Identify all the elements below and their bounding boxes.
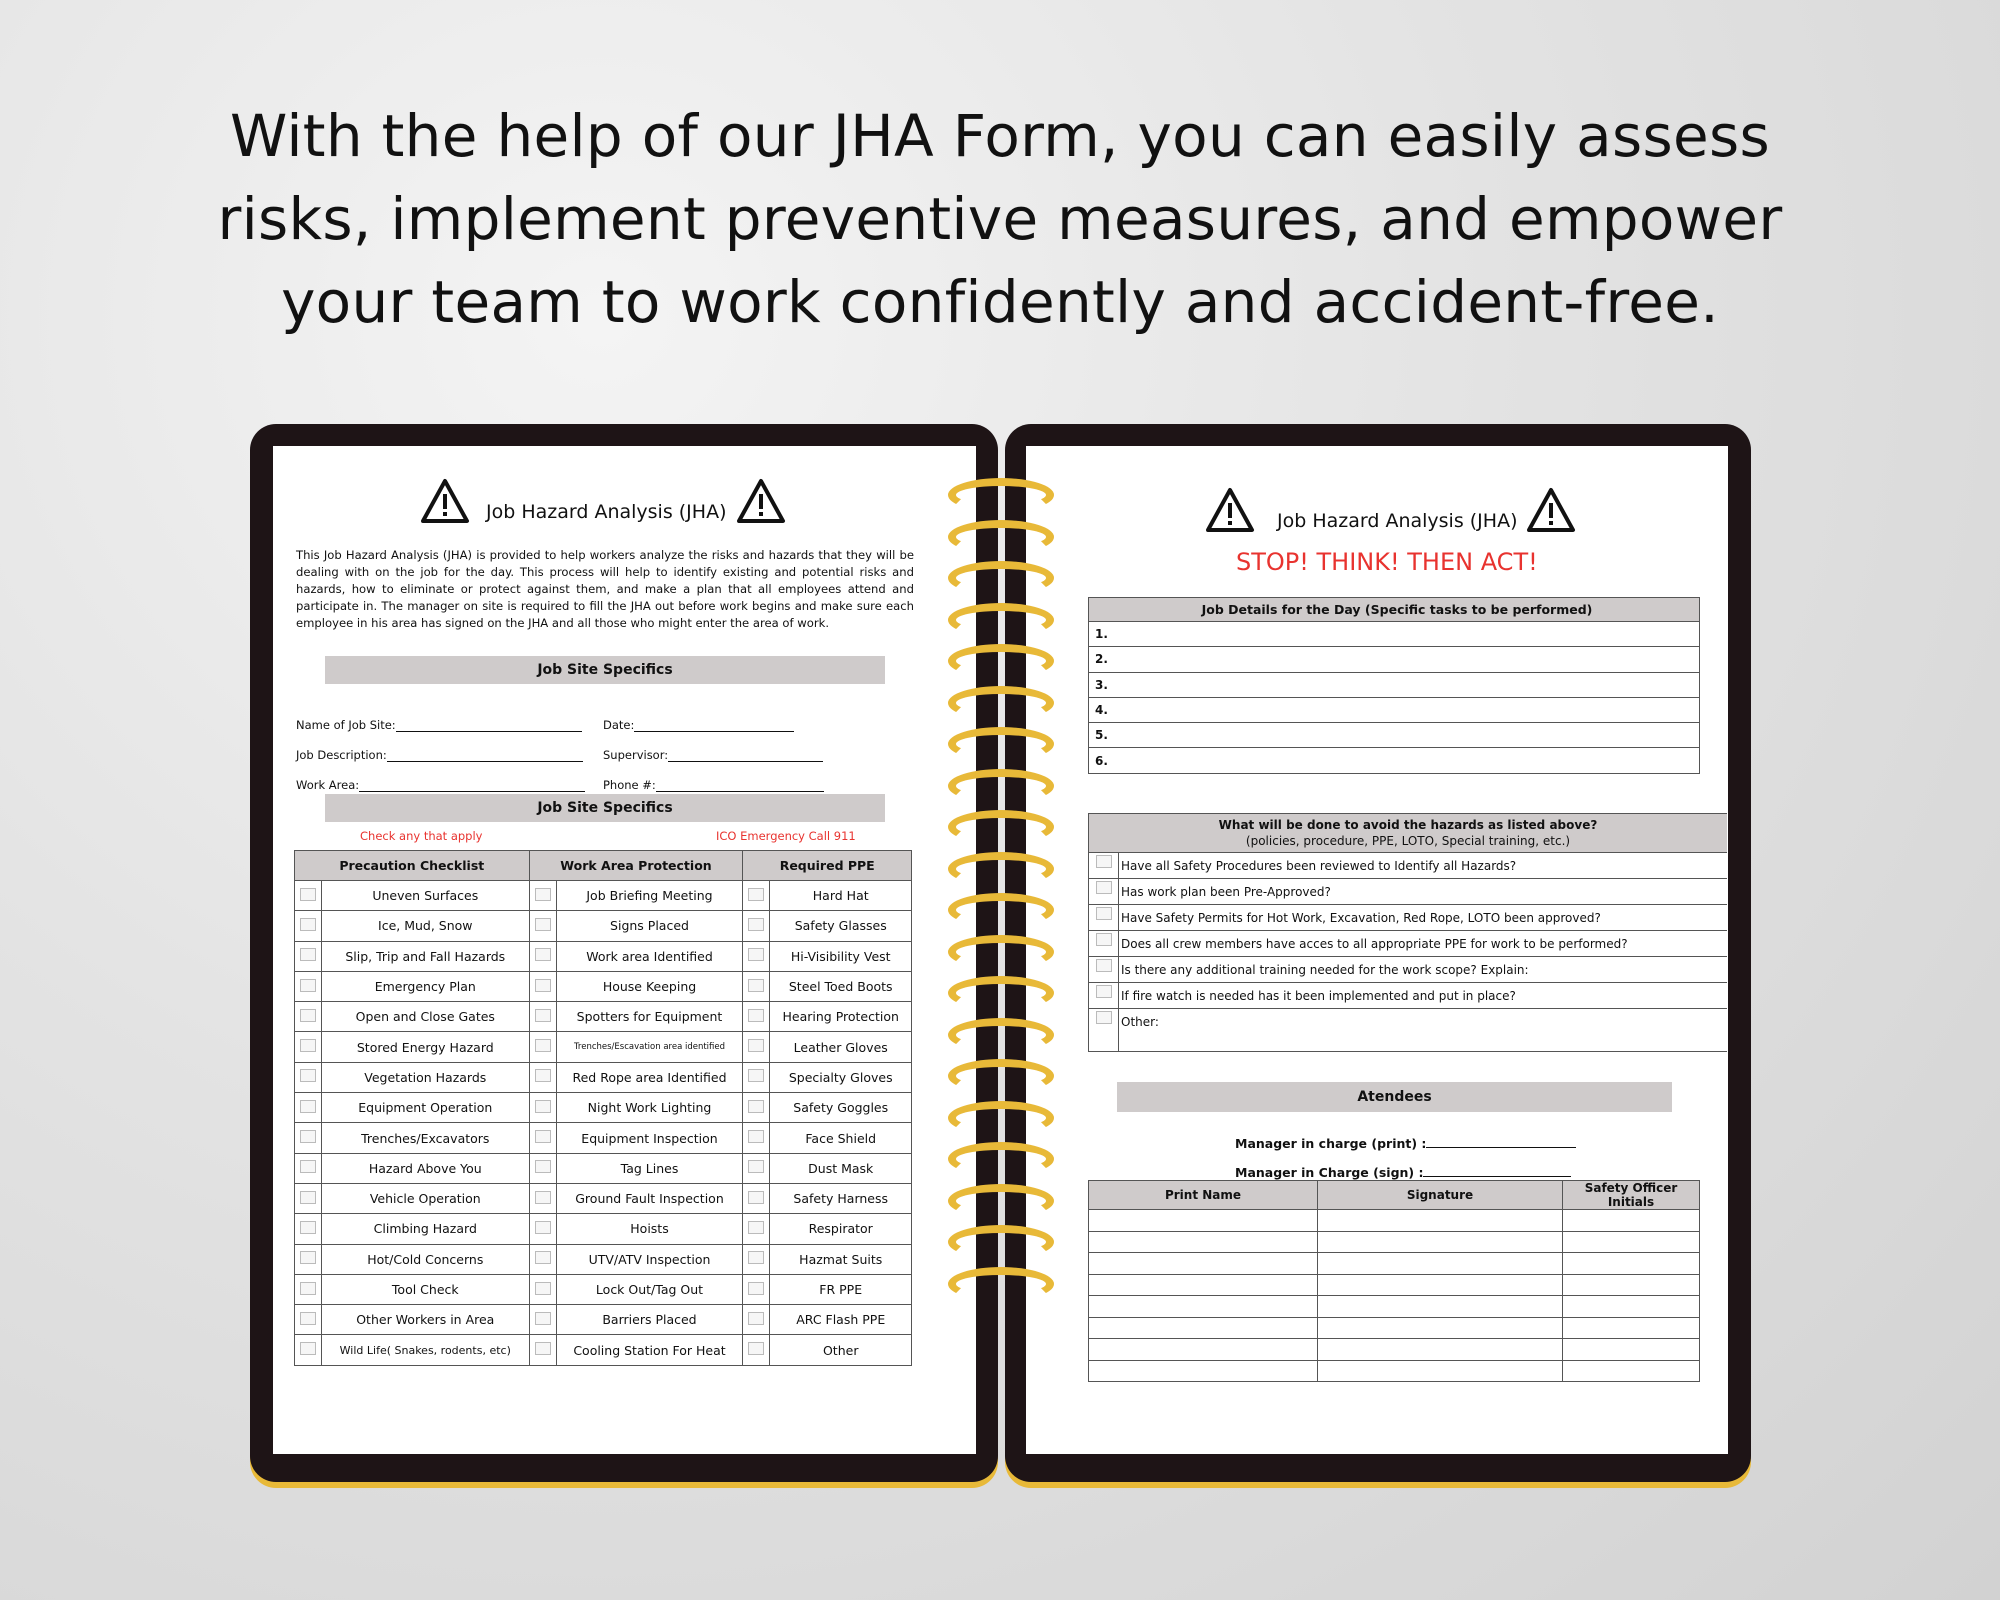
- checklist-item: Red Rope area Identified: [556, 1062, 743, 1092]
- job-details-number: 3.: [1089, 672, 1700, 697]
- spiral-ring: [948, 769, 1054, 803]
- checklist-item: Safety Goggles: [770, 1093, 912, 1123]
- attendees-header: Atendees: [1117, 1082, 1672, 1112]
- avoid-header: [1089, 814, 1727, 853]
- table-row: [295, 1093, 912, 1123]
- spiral-ring: [948, 686, 1054, 720]
- avoid-item-text: Has work plan been Pre-Approved?: [1121, 884, 1331, 899]
- checkbox[interactable]: [535, 1100, 551, 1113]
- column-header: Required PPE: [743, 851, 912, 881]
- checkbox-cell[interactable]: [529, 1214, 556, 1244]
- table-row: [295, 1305, 912, 1335]
- checkbox[interactable]: [535, 1069, 551, 1082]
- signature-cell[interactable]: [1318, 1253, 1563, 1275]
- signature-cell[interactable]: [1318, 1210, 1563, 1232]
- field-job-description[interactable]: [296, 748, 583, 762]
- checkbox-cell[interactable]: [295, 1274, 322, 1304]
- checkbox[interactable]: [748, 1069, 764, 1082]
- spiral-ring: [948, 1225, 1054, 1259]
- checklist-item: Other: [770, 1335, 912, 1365]
- checkbox[interactable]: [748, 1039, 764, 1052]
- checkbox[interactable]: [300, 1009, 316, 1022]
- left-page-title: Job Hazard Analysis (JHA): [486, 501, 727, 523]
- checkbox[interactable]: [300, 1130, 316, 1143]
- checkbox-cell[interactable]: [295, 911, 322, 941]
- checkbox[interactable]: [748, 948, 764, 961]
- checkbox[interactable]: [300, 1069, 316, 1082]
- signature-cell[interactable]: [1089, 1274, 1318, 1296]
- checkbox-cell[interactable]: [529, 1032, 556, 1062]
- checkbox-cell[interactable]: [743, 1274, 770, 1304]
- field-job-site[interactable]: [296, 718, 582, 732]
- checklist-item: Trenches/Escavation area identified: [556, 1032, 743, 1062]
- checklist-item: Safety Harness: [770, 1183, 912, 1213]
- checkbox-cell[interactable]: [295, 941, 322, 971]
- checkbox-cell[interactable]: [529, 1335, 556, 1365]
- manager-sign-label: Manager in Charge (sign) :: [1235, 1165, 1424, 1180]
- checkbox[interactable]: [535, 1342, 551, 1355]
- checklist-item: Equipment Operation: [322, 1093, 530, 1123]
- field-phone[interactable]: [603, 778, 824, 792]
- checklist-item: Face Shield: [770, 1123, 912, 1153]
- checkbox[interactable]: [1096, 881, 1112, 894]
- section-header-job-site-specifics: Job Site Specifics: [325, 656, 885, 684]
- field-label: Job Description:: [296, 748, 387, 762]
- checklist-item: Hard Hat: [770, 881, 912, 911]
- checklist-item: Hoists: [556, 1214, 743, 1244]
- checkbox[interactable]: [300, 1100, 316, 1113]
- table-row: [295, 971, 912, 1001]
- signature-row[interactable]: [1089, 1210, 1700, 1232]
- checklist-item: Climbing Hazard: [322, 1214, 530, 1244]
- checkbox-cell[interactable]: [529, 1183, 556, 1213]
- checkbox-cell[interactable]: [743, 881, 770, 911]
- checklist-item: Lock Out/Tag Out: [556, 1274, 743, 1304]
- checkbox[interactable]: [748, 1100, 764, 1113]
- checkbox-cell[interactable]: [295, 971, 322, 1001]
- check-note: Check any that apply: [360, 829, 483, 843]
- checklist-item: Signs Placed: [556, 911, 743, 941]
- avoid-item-text: Other:: [1121, 1015, 1159, 1029]
- checkbox[interactable]: [1096, 933, 1112, 946]
- checklist-item: Hot/Cold Concerns: [322, 1244, 530, 1274]
- field-work-area[interactable]: [296, 778, 585, 792]
- slogan: STOP! THINK! THEN ACT!: [1236, 548, 1538, 576]
- checklist-item: Ice, Mud, Snow: [322, 911, 530, 941]
- table-row: [295, 1274, 912, 1304]
- manager-sign-field[interactable]: [1235, 1164, 1571, 1180]
- checkbox[interactable]: [535, 1191, 551, 1204]
- emergency-note: ICO Emergency Call 911: [716, 829, 856, 843]
- checkbox-cell[interactable]: [1089, 905, 1119, 930]
- spiral-ring: [948, 1018, 1054, 1052]
- spiral-ring: [948, 810, 1054, 844]
- signature-row[interactable]: [1089, 1317, 1700, 1339]
- checkbox[interactable]: [748, 1342, 764, 1355]
- checkbox[interactable]: [748, 918, 764, 931]
- spiral-ring: [948, 1267, 1054, 1301]
- signature-cell[interactable]: [1563, 1296, 1700, 1318]
- checkbox-cell[interactable]: [295, 1153, 322, 1183]
- checklist-item: Job Briefing Meeting: [556, 881, 743, 911]
- job-details-number: 2.: [1089, 647, 1700, 672]
- checkbox-cell[interactable]: [529, 881, 556, 911]
- table-row: [295, 1123, 912, 1153]
- table-row: [295, 1244, 912, 1274]
- table-row: [295, 1183, 912, 1213]
- checkbox-cell[interactable]: [529, 1244, 556, 1274]
- avoid-header-title: What will be done to avoid the hazards as listed above?: [1218, 818, 1598, 832]
- checkbox[interactable]: [535, 918, 551, 931]
- sig-column-header: Print Name: [1089, 1181, 1318, 1210]
- signature-row[interactable]: [1089, 1253, 1700, 1275]
- checkbox-cell[interactable]: [529, 911, 556, 941]
- column-header: Work Area Protection: [529, 851, 743, 881]
- checklist-item: Hi-Visibility Vest: [770, 941, 912, 971]
- checkbox[interactable]: [1096, 985, 1112, 998]
- checklist-item: Hazard Above You: [322, 1153, 530, 1183]
- spiral-ring: [948, 644, 1054, 678]
- checklist-item: Uneven Surfaces: [322, 881, 530, 911]
- checkbox[interactable]: [300, 1282, 316, 1295]
- checkbox-cell[interactable]: [529, 1002, 556, 1032]
- checklist-item: Leather Gloves: [770, 1032, 912, 1062]
- checkbox-cell[interactable]: [1089, 1009, 1119, 1051]
- checkbox[interactable]: [535, 1160, 551, 1173]
- avoid-item-text: Does all crew members have acces to all appropriate PPE for work to be performed?: [1121, 936, 1628, 951]
- avoid-item-row: [1089, 931, 1727, 957]
- checkbox[interactable]: [300, 1221, 316, 1234]
- checklist-item: Respirator: [770, 1214, 912, 1244]
- checklist-item: Slip, Trip and Fall Hazards: [322, 941, 530, 971]
- job-details-row[interactable]: [1089, 672, 1700, 697]
- table-row: [295, 1153, 912, 1183]
- avoid-item-text: Is there any additional training needed for the work scope? Explain:: [1121, 962, 1529, 977]
- checklist-item: Safety Glasses: [770, 911, 912, 941]
- job-details-row[interactable]: [1089, 723, 1700, 748]
- checklist-item: House Keeping: [556, 971, 743, 1001]
- checkbox-cell[interactable]: [529, 1093, 556, 1123]
- checkbox-cell[interactable]: [743, 1183, 770, 1213]
- checkbox[interactable]: [1096, 855, 1112, 868]
- checkbox[interactable]: [748, 979, 764, 992]
- checkbox[interactable]: [300, 1160, 316, 1173]
- checklist-item: Work area Identified: [556, 941, 743, 971]
- table-row: [295, 911, 912, 941]
- checkbox[interactable]: [748, 1312, 764, 1325]
- checklist-item: Stored Energy Hazard: [322, 1032, 530, 1062]
- checkbox[interactable]: [300, 888, 316, 901]
- checkbox-cell[interactable]: [529, 1062, 556, 1092]
- checkbox-cell[interactable]: [743, 971, 770, 1001]
- intro-paragraph: This Job Hazard Analysis (JHA) is provided to help workers analyze the risks and hazards that they will be dealing with on the job for the day. This process will help to identify existing and potential risks and hazards, how to eliminate or protect against them, and make a plan that all employees attend and participate in. The manager on site is required to fill the JHA out before work begins and make sure each employee in his area has signed on the JHA and all those who might enter the area of work.: [296, 548, 914, 630]
- job-details-row[interactable]: [1089, 748, 1700, 773]
- avoid-item-row: [1089, 957, 1727, 983]
- checkbox[interactable]: [748, 1282, 764, 1295]
- field-label: Phone #:: [603, 778, 656, 792]
- spiral-ring: [948, 561, 1054, 595]
- table-row: [295, 1032, 912, 1062]
- checklist-item: FR PPE: [770, 1274, 912, 1304]
- signature-cell[interactable]: [1563, 1274, 1700, 1296]
- checkbox-cell[interactable]: [295, 1305, 322, 1335]
- checkbox[interactable]: [748, 1251, 764, 1264]
- sig-column-header: Signature: [1318, 1181, 1563, 1210]
- spiral-ring: [948, 1101, 1054, 1135]
- field-date[interactable]: [603, 718, 794, 732]
- checkbox[interactable]: [748, 1130, 764, 1143]
- checkbox-cell[interactable]: [1089, 853, 1119, 878]
- checklist-item: Trenches/Excavators: [322, 1123, 530, 1153]
- checkbox-cell[interactable]: [295, 1244, 322, 1274]
- checkbox-cell[interactable]: [743, 1305, 770, 1335]
- signature-row[interactable]: [1089, 1296, 1700, 1318]
- checkbox[interactable]: [535, 1282, 551, 1295]
- job-details-table: [1088, 597, 1700, 774]
- checklist-item: Vehicle Operation: [322, 1183, 530, 1213]
- checkbox[interactable]: [300, 948, 316, 961]
- checkbox-cell[interactable]: [1089, 879, 1119, 904]
- headline-line-1: With the help of our JHA Form, you can easily assess: [230, 102, 1770, 170]
- checkbox-cell[interactable]: [295, 1002, 322, 1032]
- warning-icon: [736, 478, 786, 524]
- checklist-item: Night Work Lighting: [556, 1093, 743, 1123]
- checklist-item: Spotters for Equipment: [556, 1002, 743, 1032]
- signature-cell[interactable]: [1563, 1339, 1700, 1361]
- job-details-row[interactable]: [1089, 622, 1700, 647]
- checkbox-cell[interactable]: [743, 911, 770, 941]
- checkbox-cell[interactable]: [529, 1305, 556, 1335]
- spiral-ring: [948, 1059, 1054, 1093]
- checkbox-cell[interactable]: [529, 971, 556, 1001]
- checkbox-cell[interactable]: [529, 1153, 556, 1183]
- field-label: Name of Job Site:: [296, 718, 396, 732]
- table-row: [295, 1335, 912, 1365]
- checklist-item: Dust Mask: [770, 1153, 912, 1183]
- job-details-number: 6.: [1089, 748, 1700, 773]
- signature-row[interactable]: [1089, 1274, 1700, 1296]
- avoid-item-text: If fire watch is needed has it been implemented and put in place?: [1121, 988, 1516, 1003]
- avoid-item-row: [1089, 853, 1727, 879]
- spiral-ring: [948, 1184, 1054, 1218]
- checklist-item: Ground Fault Inspection: [556, 1183, 743, 1213]
- checkbox[interactable]: [1096, 959, 1112, 972]
- signature-row[interactable]: [1089, 1360, 1700, 1382]
- checkbox[interactable]: [300, 1342, 316, 1355]
- job-details-number: 4.: [1089, 697, 1700, 722]
- checkbox[interactable]: [535, 1009, 551, 1022]
- checkbox-cell[interactable]: [295, 1335, 322, 1365]
- signature-cell[interactable]: [1563, 1231, 1700, 1253]
- checkbox-cell[interactable]: [1089, 983, 1119, 1008]
- checklist-item: Equipment Inspection: [556, 1123, 743, 1153]
- checklist-item: Emergency Plan: [322, 971, 530, 1001]
- checkbox-cell[interactable]: [295, 1062, 322, 1092]
- field-label: Supervisor:: [603, 748, 669, 762]
- job-details-row[interactable]: [1089, 647, 1700, 672]
- checkbox[interactable]: [748, 1221, 764, 1234]
- checkbox[interactable]: [748, 1009, 764, 1022]
- checkbox[interactable]: [300, 1039, 316, 1052]
- table-row: [295, 881, 912, 911]
- checkbox-cell[interactable]: [743, 1335, 770, 1365]
- checkbox-cell[interactable]: [529, 941, 556, 971]
- checkbox-cell[interactable]: [743, 1244, 770, 1274]
- right-page-title: Job Hazard Analysis (JHA): [1277, 510, 1518, 532]
- signature-cell[interactable]: [1563, 1317, 1700, 1339]
- avoid-header-subtitle: (policies, procedure, PPE, LOTO, Special training, etc.): [1245, 834, 1571, 848]
- checkbox-cell[interactable]: [529, 1274, 556, 1304]
- checkbox-cell[interactable]: [1089, 931, 1119, 956]
- avoid-item-row: [1089, 905, 1727, 931]
- checkbox[interactable]: [748, 1160, 764, 1173]
- checklist-item: UTV/ATV Inspection: [556, 1244, 743, 1274]
- checkbox[interactable]: [1096, 907, 1112, 920]
- spiral-ring: [948, 852, 1054, 886]
- checkbox-cell[interactable]: [295, 1093, 322, 1123]
- signature-cell[interactable]: [1318, 1360, 1563, 1382]
- signature-cell[interactable]: [1318, 1317, 1563, 1339]
- job-details-row[interactable]: [1089, 697, 1700, 722]
- checkbox-cell[interactable]: [529, 1123, 556, 1153]
- checkbox-cell[interactable]: [743, 1032, 770, 1062]
- checklist-item: Tool Check: [322, 1274, 530, 1304]
- signature-row[interactable]: [1089, 1231, 1700, 1253]
- checkbox[interactable]: [535, 979, 551, 992]
- spiral-ring: [948, 935, 1054, 969]
- avoid-item-row: [1089, 879, 1727, 905]
- table-row: [295, 1214, 912, 1244]
- checklist-item: ARC Flash PPE: [770, 1305, 912, 1335]
- checklist-item: Barriers Placed: [556, 1305, 743, 1335]
- checklist-item: Hazmat Suits: [770, 1244, 912, 1274]
- checkbox[interactable]: [748, 888, 764, 901]
- signature-cell[interactable]: [1089, 1296, 1318, 1318]
- job-details-number: 1.: [1089, 622, 1700, 647]
- signature-row[interactable]: [1089, 1339, 1700, 1361]
- checkbox-cell[interactable]: [743, 1002, 770, 1032]
- spiral-ring: [948, 1142, 1054, 1176]
- checkbox-cell[interactable]: [743, 1214, 770, 1244]
- checkbox-cell[interactable]: [743, 1123, 770, 1153]
- checkbox-cell[interactable]: [743, 1093, 770, 1123]
- checkbox-cell[interactable]: [295, 881, 322, 911]
- checkbox[interactable]: [300, 979, 316, 992]
- signature-cell[interactable]: [1318, 1231, 1563, 1253]
- job-details-header: Job Details for the Day (Specific tasks to be performed): [1089, 598, 1700, 622]
- checkbox-cell[interactable]: [743, 941, 770, 971]
- checkbox[interactable]: [535, 1312, 551, 1325]
- headline-line-2: risks, implement preventive measures, and empower: [217, 185, 1783, 253]
- table-row: [295, 1062, 912, 1092]
- field-label: Work Area:: [296, 778, 360, 792]
- spiral-ring: [948, 478, 1054, 512]
- spiral-ring: [948, 603, 1054, 637]
- checkbox[interactable]: [535, 1251, 551, 1264]
- manager-print-field[interactable]: [1235, 1135, 1576, 1151]
- signature-cell[interactable]: [1563, 1253, 1700, 1275]
- signature-cell[interactable]: [1318, 1296, 1563, 1318]
- field-supervisor[interactable]: [603, 748, 823, 762]
- checkbox[interactable]: [300, 1251, 316, 1264]
- manager-print-label: Manager in charge (print) :: [1235, 1136, 1427, 1151]
- warning-icon: [420, 478, 470, 524]
- checkbox-cell[interactable]: [295, 1183, 322, 1213]
- sig-column-header: Safety Officer Initials: [1563, 1181, 1700, 1210]
- avoid-hazards-table: [1088, 813, 1727, 1052]
- signature-cell[interactable]: [1089, 1210, 1318, 1232]
- checklist-item: Vegetation Hazards: [322, 1062, 530, 1092]
- avoid-item-row: [1089, 1009, 1727, 1051]
- checklist-item: Wild Life( Snakes, rodents, etc): [322, 1335, 530, 1365]
- checkbox[interactable]: [748, 1191, 764, 1204]
- checkbox[interactable]: [300, 918, 316, 931]
- avoid-item-row: [1089, 983, 1727, 1009]
- spiral-ring: [948, 893, 1054, 927]
- signature-cell[interactable]: [1089, 1253, 1318, 1275]
- signature-table: [1088, 1180, 1700, 1382]
- table-row: [295, 941, 912, 971]
- checkbox[interactable]: [1096, 1011, 1112, 1024]
- headline-line-3: your team to work confidently and accident-free.: [281, 268, 1719, 336]
- checkbox[interactable]: [535, 1039, 551, 1052]
- checkbox-cell[interactable]: [295, 1123, 322, 1153]
- checkbox[interactable]: [535, 948, 551, 961]
- checklist-item: Tag Lines: [556, 1153, 743, 1183]
- checkbox[interactable]: [535, 1221, 551, 1234]
- section-header-job-site-specifics-2: Job Site Specifics: [325, 794, 885, 822]
- checkbox[interactable]: [535, 1130, 551, 1143]
- checkbox[interactable]: [300, 1312, 316, 1325]
- signature-cell[interactable]: [1318, 1339, 1563, 1361]
- signature-cell[interactable]: [1318, 1274, 1563, 1296]
- job-details-number: 5.: [1089, 723, 1700, 748]
- checklist-item: Specialty Gloves: [770, 1062, 912, 1092]
- checkbox[interactable]: [300, 1191, 316, 1204]
- spiral-ring: [948, 727, 1054, 761]
- precaution-table: [294, 850, 912, 1366]
- field-label: Date:: [603, 718, 635, 732]
- checkbox-cell[interactable]: [1089, 957, 1119, 982]
- signature-cell[interactable]: [1563, 1210, 1700, 1232]
- warning-icon: [1205, 487, 1255, 533]
- signature-cell[interactable]: [1089, 1231, 1318, 1253]
- warning-icon: [1526, 487, 1576, 533]
- table-row: [295, 1002, 912, 1032]
- checkbox[interactable]: [535, 888, 551, 901]
- checkbox-cell[interactable]: [743, 1153, 770, 1183]
- signature-cell[interactable]: [1089, 1317, 1318, 1339]
- signature-cell[interactable]: [1089, 1360, 1318, 1382]
- checklist-item: Cooling Station For Heat: [556, 1335, 743, 1365]
- spiral-ring: [948, 976, 1054, 1010]
- checklist-item: Open and Close Gates: [322, 1002, 530, 1032]
- spiral-ring: [948, 520, 1054, 554]
- checkbox-cell[interactable]: [295, 1032, 322, 1062]
- checkbox-cell[interactable]: [743, 1062, 770, 1092]
- signature-cell[interactable]: [1089, 1339, 1318, 1361]
- column-header: Precaution Checklist: [295, 851, 530, 881]
- avoid-item-text: Have Safety Permits for Hot Work, Excavation, Red Rope, LOTO been approved?: [1121, 910, 1601, 925]
- checklist-item: Hearing Protection: [770, 1002, 912, 1032]
- checklist-item: Other Workers in Area: [322, 1305, 530, 1335]
- avoid-item-text: Have all Safety Procedures been reviewed to Identify all Hazards?: [1121, 858, 1517, 873]
- checkbox-cell[interactable]: [295, 1214, 322, 1244]
- signature-cell[interactable]: [1563, 1360, 1700, 1382]
- headline: [120, 95, 1880, 344]
- checklist-item: Steel Toed Boots: [770, 971, 912, 1001]
